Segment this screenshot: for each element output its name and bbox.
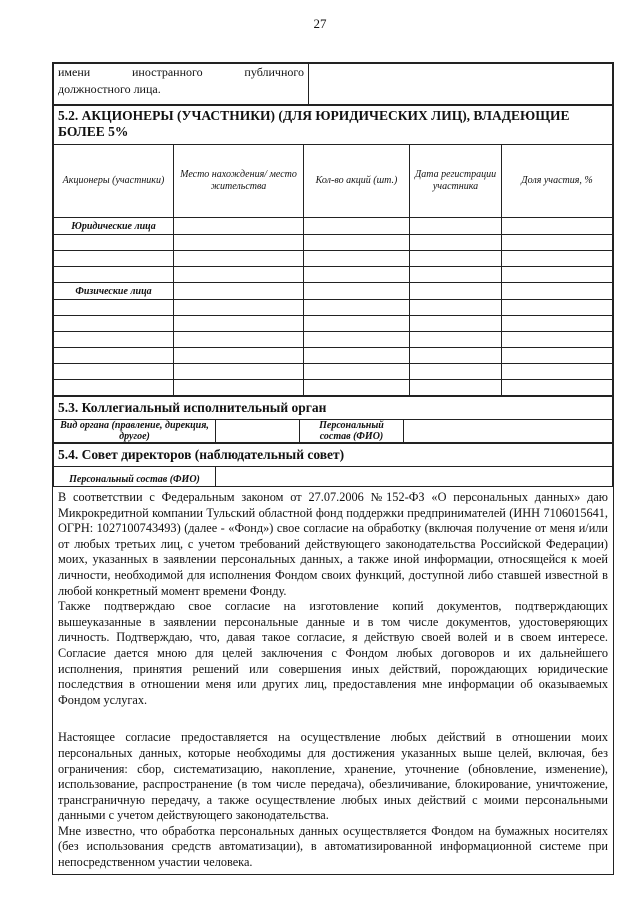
col-header-shares: Кол-во акций (шт.) (304, 145, 410, 218)
table-cell[interactable] (410, 283, 502, 300)
table-cell[interactable] (174, 267, 304, 283)
table-cell[interactable] (174, 316, 304, 332)
table-cell[interactable] (54, 251, 174, 267)
consent-paragraph-4: Мне известно, что обработка персональных данных осуществляется Фондом на бумажных носителях (без использования средств автоматизации), в автоматизированной информационной системе при непосредственном участии человека. (58, 823, 608, 870)
section-5-3-title: 5.3. Коллегиальный исполнительный орган (54, 397, 613, 420)
official-label-line2: должностного лица. (58, 82, 161, 96)
table-cell[interactable] (304, 348, 410, 364)
section-5-2-title: 5.2. АКЦИОНЕРЫ (УЧАСТНИКИ) (ДЛЯ ЮРИДИЧЕСКИХ ЛИЦ), ВЛАДЕЮЩИЕ БОЛЕЕ 5% (54, 106, 613, 145)
table-cell[interactable] (54, 380, 174, 396)
executive-body-table (53, 396, 613, 443)
table-cell[interactable] (502, 235, 613, 251)
table-cell[interactable] (410, 364, 502, 380)
table-cell[interactable] (174, 332, 304, 348)
table-row (54, 348, 613, 364)
table-row (54, 251, 613, 267)
body-type-value[interactable] (216, 420, 300, 443)
table-cell[interactable] (502, 218, 613, 235)
table-row (54, 332, 613, 348)
shareholders-table (53, 105, 613, 396)
table-row (54, 316, 613, 332)
individuals-label: Физические лица (54, 283, 174, 300)
table-cell[interactable] (54, 364, 174, 380)
official-label-cell (54, 64, 309, 105)
table-row (54, 380, 613, 396)
table-cell[interactable] (410, 380, 502, 396)
table-cell[interactable] (410, 267, 502, 283)
table-cell[interactable] (304, 218, 410, 235)
col-header-location: Место нахождения/ место жительства (174, 145, 304, 218)
board-personnel-label: Персональный состав (ФИО) (54, 467, 216, 487)
table-cell[interactable] (174, 251, 304, 267)
official-value-cell[interactable] (309, 64, 613, 105)
consent-paragraph-1: В соответствии с Федеральным законом от 27.07.2006 №152-ФЗ «О персональных данных» даю Микрокредитной компании Тульский областной фонд поддержки предпринимателей (ИНН 7106015641, ОГРН: 1027100743493) (далее - «Фонд») свое согласие на обработку (включая получение от меня и/или от любых третьих лиц, с учетом требований действующего законодательства Российской Федерации) моих, указанных в заявлении персональных данных, а также иной информации, относящейся к моей личности, необходимой для исполнения Фондом своих функций, доступной либо ставшей известной в любой конкретный момент времени Фонду. (58, 490, 608, 598)
table-cell[interactable] (174, 364, 304, 380)
section-5-4-title: 5.4. Совет директоров (наблюдательный совет) (54, 444, 613, 467)
table-cell[interactable] (502, 283, 613, 300)
table-cell[interactable] (410, 332, 502, 348)
table-cell[interactable] (502, 348, 613, 364)
executive-personnel-label: Персональный состав (ФИО) (300, 420, 404, 443)
table-cell[interactable] (174, 218, 304, 235)
table-cell[interactable] (304, 316, 410, 332)
table-row (54, 235, 613, 251)
table-cell[interactable] (304, 380, 410, 396)
table-cell[interactable] (502, 316, 613, 332)
col-header-reg-date: Дата регистрации участника (410, 145, 502, 218)
table-row (54, 364, 613, 380)
table-cell[interactable] (174, 348, 304, 364)
consent-paragraph-2: Также подтверждаю свое согласие на изготовление копий документов, подтверждающих вышеуказанные в заявлении персональные данные и в том числе документов, удостоверяющих личность. Подтверждаю, что, давая такое согласие, я действую своей волей и в своем интересе. Согласие дается мною для целей заключения с Фондом любых договоров и их дальнейшего исполнения, принятия решений или совершения иных действий, порождающих юридические последствия в отношении меня или других лиц, предоставления мне информации об оказываемых Фондом услугах. (58, 599, 608, 707)
top-table (53, 63, 613, 105)
table-cell[interactable] (174, 380, 304, 396)
table-cell[interactable] (410, 218, 502, 235)
body-type-label: Вид органа (правление, дирекция, другое) (54, 420, 216, 443)
board-personnel-value[interactable] (216, 467, 613, 487)
table-cell[interactable] (54, 235, 174, 251)
table-cell[interactable] (502, 364, 613, 380)
consent-paragraph-3: Настоящее согласие предоставляется на осуществление любых действий в отношении моих персональных данных, которые необходимы для достижения указанных выше целей, включая, без ограничения: сбор, систематизацию, накопление, хранение, уточнение (обновление, изменение), использование, распространение (в том числе передача), обезличивание, блокирование, уничтожение, трансграничную передачу, а также осуществление любых иных действий с моими персональными данными с учетом действующего законодательства. (58, 730, 608, 823)
official-label-line1: имени иностранного публичного (58, 65, 304, 79)
table-cell[interactable] (502, 267, 613, 283)
table-cell[interactable] (410, 348, 502, 364)
table-cell[interactable] (410, 300, 502, 316)
table-cell[interactable] (304, 364, 410, 380)
table-cell[interactable] (410, 235, 502, 251)
executive-personnel-value[interactable] (404, 420, 613, 443)
table-cell[interactable] (304, 267, 410, 283)
table-cell[interactable] (410, 251, 502, 267)
table-cell[interactable] (304, 300, 410, 316)
table-cell[interactable] (54, 316, 174, 332)
table-cell[interactable] (502, 380, 613, 396)
table-cell[interactable] (502, 332, 613, 348)
consent-text (53, 487, 613, 874)
col-header-share-percent: Доля участия, % (502, 145, 613, 218)
table-cell[interactable] (54, 332, 174, 348)
table-cell[interactable] (304, 235, 410, 251)
table-cell[interactable] (174, 283, 304, 300)
col-header-shareholders: Акционеры (участники) (54, 145, 174, 218)
table-cell[interactable] (410, 316, 502, 332)
table-cell[interactable] (174, 300, 304, 316)
table-cell[interactable] (502, 300, 613, 316)
form-document (52, 62, 614, 875)
table-cell[interactable] (304, 332, 410, 348)
table-cell[interactable] (54, 300, 174, 316)
table-cell[interactable] (304, 283, 410, 300)
table-row (54, 267, 613, 283)
table-row (54, 300, 613, 316)
legal-entities-label: Юридические лица (54, 218, 174, 235)
page-number: 27 (313, 16, 327, 31)
table-cell[interactable] (502, 251, 613, 267)
table-cell[interactable] (54, 267, 174, 283)
table-cell[interactable] (174, 235, 304, 251)
board-table (53, 443, 613, 487)
table-cell[interactable] (54, 348, 174, 364)
table-cell[interactable] (304, 251, 410, 267)
